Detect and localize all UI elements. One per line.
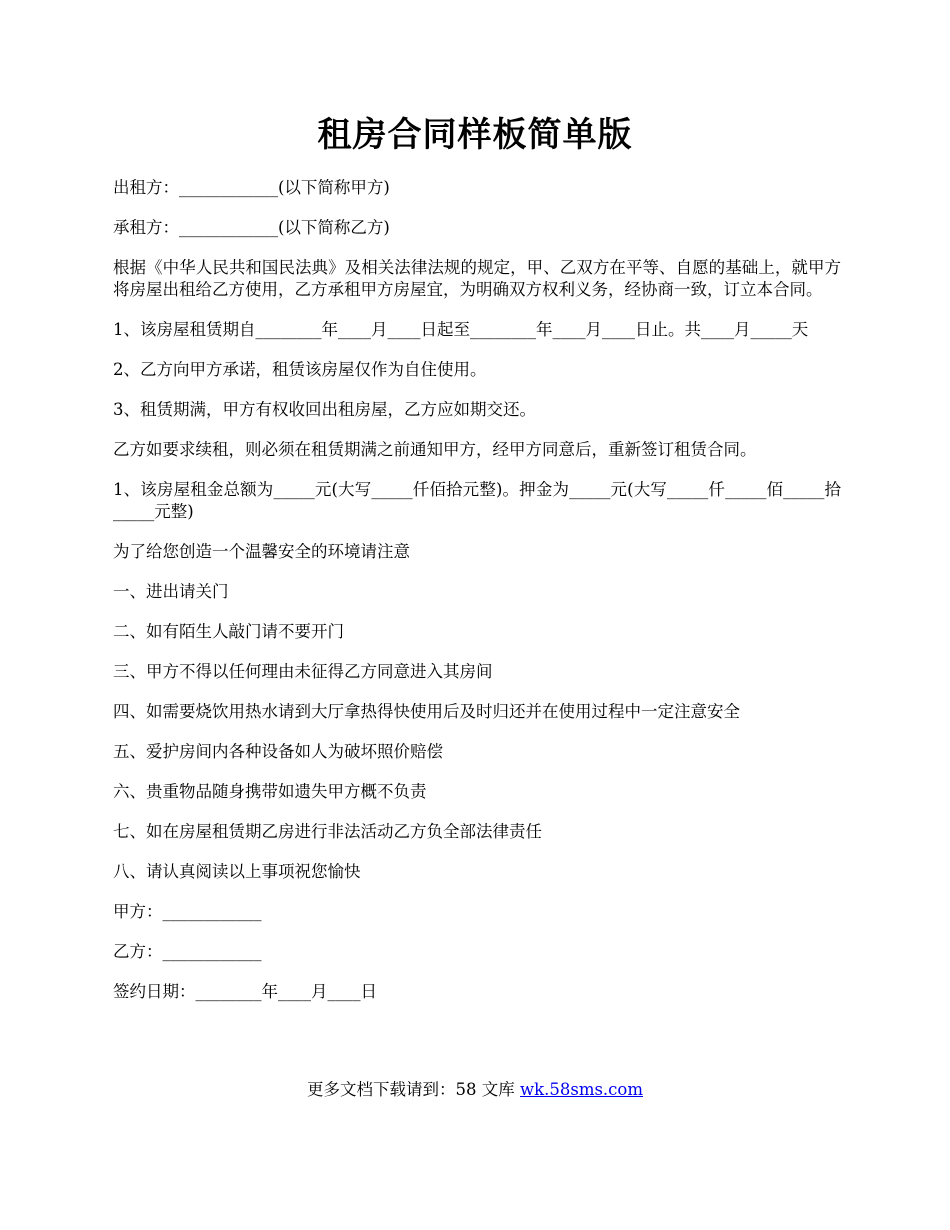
lease-expiry-clause: 3、租赁期满，甲方有权收回出租房屋，乙方应如期交还。 [113, 400, 536, 419]
notice-item-5: 五、爱护房间内各种设备如人为破坏照价赔偿 [113, 742, 443, 761]
document-title: 租房合同样板简单版 [317, 115, 633, 155]
notice-item-4: 四、如需要烧饮用热水请到大厅拿热得快使用后及时归还并在使用过程中一定注意安全 [113, 702, 740, 721]
preamble-paragraph: 根据《中华人民共和国民法典》及相关法律法规的规定，甲、乙双方在平等、自愿的基础上，就甲方将房屋出租给乙方使用，乙方承租甲方房屋宜，为明确双方权利义务，经协商一致，订立本合同。 [113, 258, 841, 299]
residential-use-clause: 2、乙方向甲方承诺，租赁该房屋仅作为自住使用。 [113, 360, 487, 379]
renewal-clause: 乙方如要求续租，则必须在租赁期满之前通知甲方，经甲方同意后，重新签订租赁合同。 [113, 440, 757, 459]
notice-item-3: 三、甲方不得以任何理由未征得乙方同意进入其房间 [113, 662, 493, 681]
lessor-line: 出租方：____________(以下简称甲方) [113, 178, 390, 197]
lease-term-clause: 1、该房屋租赁期自________年____月____日起至________年____月____日止。共____月_____天 [113, 320, 809, 339]
footer-link[interactable]: wk.58sms.com [519, 1080, 643, 1099]
notice-item-2: 二、如有陌生人敲门请不要开门 [113, 622, 344, 641]
notice-item-7: 七、如在房屋租赁期乙房进行非法活动乙方负全部法律责任 [113, 822, 542, 841]
footer-prefix: 更多文档下载请到：58 文库 [306, 1080, 520, 1099]
document-body [113, 177, 841, 1021]
party-a-signature-line: 甲方：____________ [113, 902, 262, 921]
notice-item-6: 六、贵重物品随身携带如遗失甲方概不负责 [113, 782, 427, 801]
notice-item-8: 八、请认真阅读以上事项祝您愉快 [113, 862, 361, 881]
rent-deposit-clause: 1、该房屋租金总额为_____元(大写_____仟佰拾元整)。押金为_____元(大写_____仟_____佰_____拾_____元整) [113, 480, 841, 521]
party-b-signature-line: 乙方：____________ [113, 942, 262, 961]
lessee-line: 承租方：____________(以下简称乙方) [113, 218, 390, 237]
notice-heading: 为了给您创造一个温馨安全的环境请注意 [113, 542, 410, 561]
download-footer [0, 1078, 950, 1102]
signing-date-line: 签约日期：________年____月____日 [113, 982, 377, 1001]
notice-item-1: 一、进出请关门 [113, 582, 229, 601]
